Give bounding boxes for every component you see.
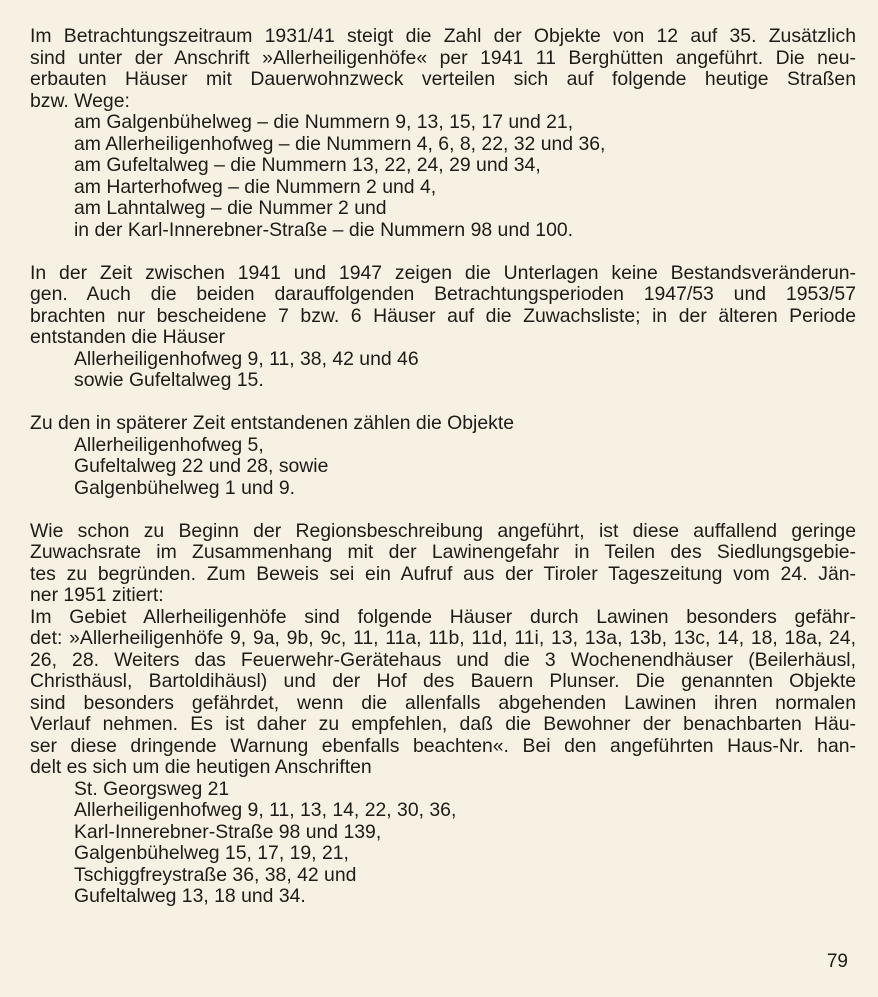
list-item: Galgenbühelweg 15, 17, 19, 21, — [74, 842, 349, 864]
paragraph-line: Zuwachsrate im Zusammenhang mit der Lawinengefahr in Teilen des Siedlungsgebie- — [30, 541, 856, 563]
paragraph-line: sind unter der Anschrift »Allerheiligenhöfe« per 1941 11 Berghütten angeführt. Die neu- — [30, 46, 856, 69]
paragraph-line: Wie schon zu Beginn der Regionsbeschreibung angeführt, ist diese auffallend geringe — [30, 519, 856, 542]
paragraph-line: ner 1951 zitiert: — [30, 584, 164, 606]
list-item: Allerheiligenhofweg 9, 11, 38, 42 und 46 — [74, 347, 419, 370]
paragraph-1 — [30, 26, 856, 241]
paragraph-line: bzw. Wege: — [30, 89, 130, 112]
list-item: Galgenbühelweg 1 und 9. — [74, 476, 296, 499]
paragraph-line: delt es sich um die heutigen Anschriften — [30, 756, 372, 778]
list-item: Allerheiligenhofweg 5, — [74, 433, 264, 456]
paragraph-gap — [30, 392, 856, 414]
paragraph-4 — [30, 521, 856, 908]
page-number: 79 — [826, 951, 848, 972]
list-item: Gufeltalweg 22 und 28, sowie — [74, 455, 329, 477]
paragraph-line: entstanden die Häuser — [30, 326, 226, 348]
list-item: am Gufeltalweg – die Nummern 13, 22, 24, 29 und 34, — [74, 154, 541, 176]
list-item: Allerheiligenhofweg 9, 11, 13, 14, 22, 30, 36, — [74, 799, 457, 821]
paragraph-gap — [30, 499, 856, 521]
body-text — [30, 26, 856, 908]
list-item: in der Karl-Innerebner-Straße – die Nummern 98 und 100. — [74, 218, 574, 241]
list-item: Gufeltalweg 13, 18 und 34. — [74, 885, 306, 907]
paragraph-line: Zu den in späterer Zeit entstandenen zählen die Objekte — [30, 412, 514, 434]
list-item: St. Georgsweg 21 — [74, 777, 230, 800]
list-item: sowie Gufeltalweg 15. — [74, 369, 264, 391]
paragraph-line: 26, 28. Weiters das Feuerwehr-Gerätehaus und die 3 Wochenendhäuser (Beilerhäusl, — [30, 648, 856, 671]
paragraph-line: erbauten Häuser mit Dauerwohnzweck verteilen sich auf folgende heutige Straßen — [30, 68, 856, 90]
list-item: am Lahntalweg – die Nummer 2 und — [74, 197, 387, 219]
paragraph-line: Verlauf nehmen. Es ist daher zu empfehlen, daß die Bewohner der benachbarten Häu- — [30, 713, 856, 735]
paragraph-line: brachten nur bescheidene 7 bzw. 6 Häuser auf die Zuwachsliste; in der älteren Periode — [30, 304, 856, 327]
list-item: am Harterhofweg – die Nummern 2 und 4, — [74, 175, 437, 198]
paragraph-line: gen. Auch die beiden darauffolgenden Betrachtungsperioden 1947/53 und 1953/57 — [30, 283, 856, 305]
paragraph-line: ser diese dringende Warnung ebenfalls beachten«. Bei den angeführten Haus-Nr. han- — [30, 734, 856, 757]
list-item: Tschiggfreystraße 36, 38, 42 und — [74, 863, 357, 886]
paragraph-line: tes zu begründen. Zum Beweis sei ein Aufruf aus der Tiroler Tageszeitung vom 24. Jän- — [30, 562, 856, 585]
paragraph-line: Christhäusl, Bartoldihäusl) und der Hof des Bauern Plunser. Die genannten Objekte — [30, 670, 856, 692]
list-item: am Allerheiligenhofweg – die Nummern 4, 6, 8, 22, 32 und 36, — [74, 132, 606, 155]
paragraph-line: det: »Allerheiligenhöfe 9, 9a, 9b, 9c, 11, 11a, 11b, 11d, 11i, 13, 13a, 13b, 13c, 14, 18, 18a, 24, — [30, 627, 856, 649]
paragraph-3 — [30, 413, 856, 499]
paragraph-gap — [30, 241, 856, 263]
paragraph-line: Im Betrachtungszeitraum 1931/41 steigt die Zahl der Objekte von 12 auf 35. Zusätzlich — [30, 25, 856, 47]
list-item: am Galgenbühelweg – die Nummern 9, 13, 15, 17 und 21, — [74, 111, 574, 133]
list-item: Karl-Innerebner-Straße 98 und 139, — [74, 820, 382, 843]
paragraph-line: sind besonders gefährdet, wenn die allenfalls abgehenden Lawinen ihren normalen — [30, 691, 856, 714]
paragraph-line: Im Gebiet Allerheiligenhöfe sind folgende Häuser durch Lawinen besonders gefähr- — [30, 605, 856, 628]
paragraph-2 — [30, 263, 856, 392]
paragraph-line: In der Zeit zwischen 1941 und 1947 zeigen die Unterlagen keine Bestandsveränderun- — [30, 261, 856, 284]
